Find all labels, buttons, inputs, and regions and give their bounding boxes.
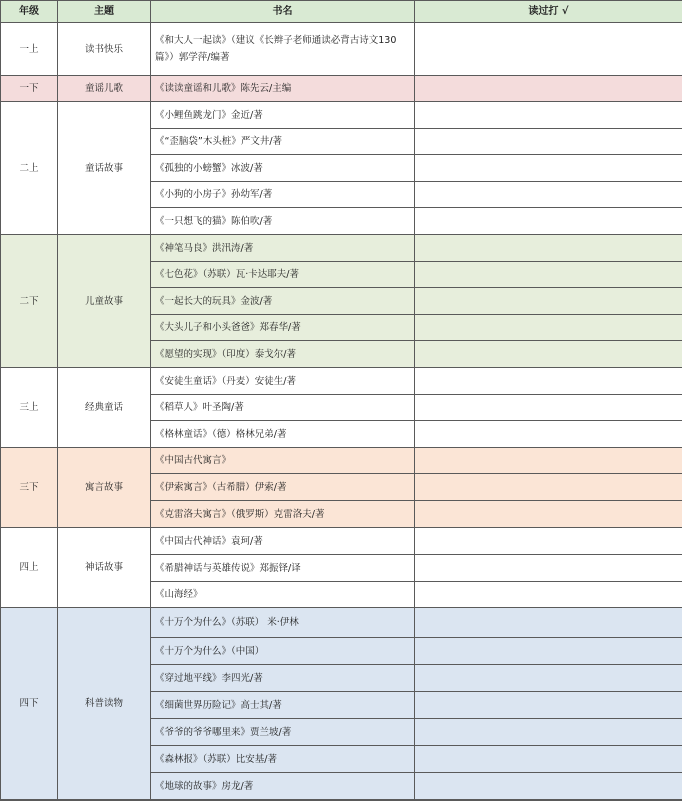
book-title-cell: 《神笔马良》洪汛涛/著 xyxy=(151,235,415,262)
theme-cell: 神话故事 xyxy=(58,528,151,608)
table-row xyxy=(1,235,682,262)
book-title-cell: 《“歪脑袋”木头桩》严文井/著 xyxy=(151,129,415,155)
read-check-cell[interactable] xyxy=(415,23,682,76)
read-check-cell[interactable] xyxy=(415,773,682,800)
book-title-cell: 《中国古代寓言》 xyxy=(151,448,415,474)
book-title-cell: 《一只想飞的猫》陈伯吹/著 xyxy=(151,208,415,235)
read-check-cell[interactable] xyxy=(415,182,682,208)
read-check-cell[interactable] xyxy=(415,501,682,528)
theme-cell: 童话故事 xyxy=(58,102,151,235)
read-check-cell[interactable] xyxy=(415,315,682,341)
bottom-strip xyxy=(0,800,682,805)
table-row xyxy=(1,102,682,129)
grade-cell: 一下 xyxy=(1,76,58,102)
book-title-cell: 《七色花》（苏联）瓦·卡达耶夫/著 xyxy=(151,262,415,288)
book-title-cell: 《愿望的实现》（印度）泰戈尔/著 xyxy=(151,341,415,368)
book-title-cell: 《十万个为什么》（中国） xyxy=(151,638,415,665)
book-title-cell: 《细菌世界历险记》高士其/著 xyxy=(151,692,415,719)
read-check-cell[interactable] xyxy=(415,421,682,448)
book-title-cell: 《孤独的小螃蟹》冰波/著 xyxy=(151,155,415,182)
book-title-cell: 《和大人一起读》（建议《长辫子老师通读必背古诗文130篇》）郭学萍/编著 xyxy=(151,23,415,76)
read-check-cell[interactable] xyxy=(415,665,682,692)
read-check-cell[interactable] xyxy=(415,692,682,719)
book-title-cell: 《穿过地平线》李四光/著 xyxy=(151,665,415,692)
theme-cell: 经典童话 xyxy=(58,368,151,448)
grade-cell: 四上 xyxy=(1,528,58,608)
book-title-cell: 《森林报》（苏联）比安基/著 xyxy=(151,746,415,773)
book-title-cell: 《伊索寓言》（古希腊）伊索/著 xyxy=(151,474,415,501)
read-check-cell[interactable] xyxy=(415,448,682,474)
header-row xyxy=(1,1,682,23)
table-row xyxy=(1,448,682,474)
grade-cell: 三下 xyxy=(1,448,58,528)
book-title-cell: 《地球的故事》房龙/著 xyxy=(151,773,415,800)
table-row xyxy=(1,528,682,555)
book-title-cell: 《中国古代神话》袁珂/著 xyxy=(151,528,415,555)
book-title-cell: 《稻草人》叶圣陶/著 xyxy=(151,395,415,421)
theme-cell: 童谣儿歌 xyxy=(58,76,151,102)
grade-cell: 三上 xyxy=(1,368,58,448)
read-check-cell[interactable] xyxy=(415,368,682,395)
book-title-cell: 《克雷洛夫寓言》（俄罗斯）克雷洛夫/著 xyxy=(151,501,415,528)
grade-cell: 四下 xyxy=(1,608,58,800)
read-check-cell[interactable] xyxy=(415,155,682,182)
read-check-cell[interactable] xyxy=(415,582,682,608)
book-title-cell: 《大头儿子和小头爸爸》郑春华/著 xyxy=(151,315,415,341)
read-check-cell[interactable] xyxy=(415,746,682,773)
read-check-cell[interactable] xyxy=(415,102,682,129)
read-check-cell[interactable] xyxy=(415,638,682,665)
read-check-cell[interactable] xyxy=(415,341,682,368)
read-check-cell[interactable] xyxy=(415,235,682,262)
table-row xyxy=(1,608,682,638)
book-title-cell: 《小鲤鱼跳龙门》金近/著 xyxy=(151,102,415,129)
read-check-cell[interactable] xyxy=(415,76,682,102)
read-check-cell[interactable] xyxy=(415,608,682,638)
header-book: 书名 xyxy=(151,1,415,23)
read-check-cell[interactable] xyxy=(415,528,682,555)
header-grade: 年级 xyxy=(1,1,58,23)
book-title-cell: 《一起长大的玩具》金波/著 xyxy=(151,288,415,315)
book-title-cell: 《希腊神话与英雄传说》郑振铎/译 xyxy=(151,555,415,582)
read-check-cell[interactable] xyxy=(415,288,682,315)
header-theme: 主题 xyxy=(58,1,151,23)
grade-cell: 二上 xyxy=(1,102,58,235)
book-title-cell: 《爷爷的爷爷哪里来》贾兰坡/著 xyxy=(151,719,415,746)
read-check-cell[interactable] xyxy=(415,262,682,288)
table-row xyxy=(1,76,682,102)
book-title-cell: 《格林童话》（德）格林兄弟/著 xyxy=(151,421,415,448)
header-check: 读过打 √ xyxy=(415,1,682,23)
grade-cell: 一上 xyxy=(1,23,58,76)
read-check-cell[interactable] xyxy=(415,719,682,746)
read-check-cell[interactable] xyxy=(415,208,682,235)
book-title-cell: 《读读童谣和儿歌》陈先云/主编 xyxy=(151,76,415,102)
table-row xyxy=(1,23,682,76)
theme-cell: 儿童故事 xyxy=(58,235,151,368)
book-title-cell: 《山海经》 xyxy=(151,582,415,608)
grade-cell: 二下 xyxy=(1,235,58,368)
book-title-cell: 《小狗的小房子》孙幼军/著 xyxy=(151,182,415,208)
book-title-cell: 《安徒生童话》（丹麦）安徒生/著 xyxy=(151,368,415,395)
read-check-cell[interactable] xyxy=(415,129,682,155)
theme-cell: 科普读物 xyxy=(58,608,151,800)
read-check-cell[interactable] xyxy=(415,555,682,582)
table-row xyxy=(1,368,682,395)
read-check-cell[interactable] xyxy=(415,474,682,501)
table-body xyxy=(1,23,682,800)
theme-cell: 寓言故事 xyxy=(58,448,151,528)
read-check-cell[interactable] xyxy=(415,395,682,421)
theme-cell: 读书快乐 xyxy=(58,23,151,76)
book-title-cell: 《十万个为什么》（苏联） 米·伊林 xyxy=(151,608,415,638)
